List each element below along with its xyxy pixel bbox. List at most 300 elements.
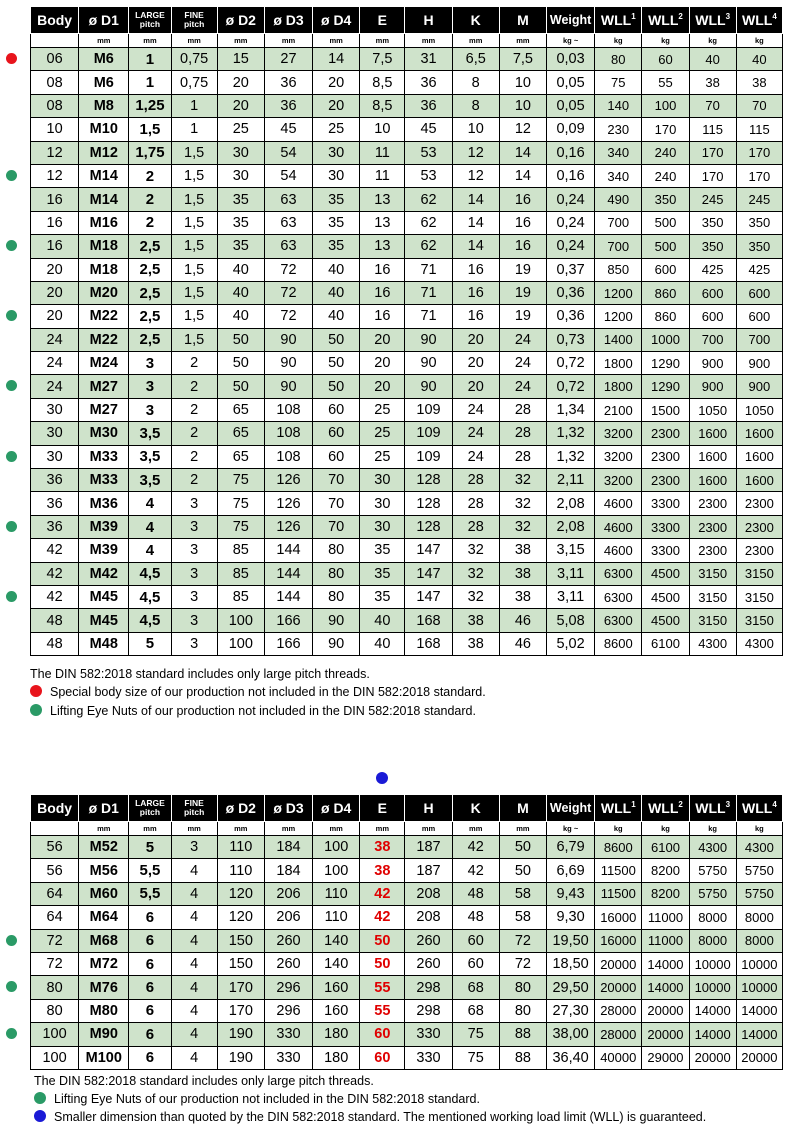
green-dot-icon [6, 935, 17, 946]
green-dot-icon [6, 981, 17, 992]
table-cell: 100 [217, 632, 264, 655]
table-cell: 2300 [642, 469, 689, 492]
table-cell: 168 [405, 632, 452, 655]
table-cell: M39 [79, 539, 129, 562]
table-cell: 70 [736, 94, 782, 117]
table-cell: 70 [689, 94, 736, 117]
table-row [31, 141, 783, 164]
table-cell: 120 [217, 882, 264, 905]
table-cell: 85 [217, 562, 264, 585]
table-cell: 30 [360, 515, 405, 538]
table-row [31, 836, 783, 859]
table-cell: M6 [79, 71, 129, 94]
table-cell: 3300 [642, 515, 689, 538]
table-cell: M42 [79, 562, 129, 585]
table-cell: 13 [360, 211, 405, 234]
table-cell: 20 [313, 94, 360, 117]
table-cell: M22 [79, 328, 129, 351]
table-row [31, 375, 783, 398]
table-cell: 500 [642, 235, 689, 258]
table-cell: 2 [171, 445, 217, 468]
table-cell: 54 [264, 164, 312, 187]
table-cell: 10000 [689, 976, 736, 999]
table-cell: 4500 [642, 585, 689, 608]
table-cell: 700 [595, 235, 642, 258]
table-cell: 35 [217, 188, 264, 211]
table-cell: 35 [217, 211, 264, 234]
table-body [31, 48, 783, 656]
table-cell: 50 [313, 328, 360, 351]
unit-cell: mm [217, 34, 264, 48]
table-row [31, 469, 783, 492]
table-cell: 600 [689, 305, 736, 328]
unit-cell: mm [499, 34, 546, 48]
table-cell: 16 [31, 235, 79, 258]
table-row [31, 632, 783, 655]
table-cell: 108 [264, 398, 312, 421]
table-cell: 16 [452, 258, 499, 281]
table-cell: 600 [642, 258, 689, 281]
table-cell: 110 [313, 906, 360, 929]
table-cell: 100 [31, 1023, 79, 1046]
unit-cell: mm [264, 822, 312, 836]
table-cell: 3300 [642, 492, 689, 515]
units-row [31, 34, 783, 48]
red-dot-icon [30, 685, 42, 697]
table-cell: 187 [405, 859, 452, 882]
header-d2: ø D2 [217, 795, 264, 822]
table-cell: 16 [31, 211, 79, 234]
table-cell: 30 [360, 469, 405, 492]
header-d4: ø D4 [313, 795, 360, 822]
header-d1: ø D1 [79, 795, 129, 822]
table-cell: 42 [31, 585, 79, 608]
table-cell: 72 [31, 929, 79, 952]
table-cell: 0,16 [547, 141, 595, 164]
table-cell: 38 [360, 836, 405, 859]
table-cell: 4300 [736, 836, 782, 859]
unit-cell: mm [405, 822, 452, 836]
table-cell: 40 [360, 632, 405, 655]
table-cell: 128 [405, 469, 452, 492]
table-cell: 8,5 [360, 94, 405, 117]
table-cell: 4 [171, 859, 217, 882]
table-cell: 14000 [689, 1023, 736, 1046]
table-cell: 31 [405, 48, 452, 71]
table-cell: M56 [79, 859, 129, 882]
table-cell: 900 [689, 375, 736, 398]
table-cell: M30 [79, 422, 129, 445]
table-cell: 1600 [736, 445, 782, 468]
table-cell: 58 [499, 882, 546, 905]
table-cell: 240 [642, 164, 689, 187]
table-cell: 30 [217, 141, 264, 164]
table-cell: 16 [452, 281, 499, 304]
table-cell: 60 [313, 445, 360, 468]
table-cell: 25 [360, 398, 405, 421]
table-cell: 110 [217, 859, 264, 882]
table-cell: 206 [264, 882, 312, 905]
table-cell: 55 [360, 999, 405, 1022]
table-cell: 29000 [642, 1046, 689, 1069]
table-cell: 8000 [689, 906, 736, 929]
table-cell: 1200 [595, 305, 642, 328]
unit-cell: mm [360, 822, 405, 836]
table-cell: 2 [171, 375, 217, 398]
table-cell: 160 [313, 976, 360, 999]
table-cell: 08 [31, 94, 79, 117]
table-cell: 71 [405, 258, 452, 281]
table-cell: 50 [499, 836, 546, 859]
table-cell: 28 [499, 445, 546, 468]
table-cell: 42 [31, 562, 79, 585]
table-cell: 14000 [736, 999, 782, 1022]
table-cell: 16 [452, 305, 499, 328]
table-cell: 24 [499, 352, 546, 375]
table-cell: 25 [360, 445, 405, 468]
table-cell: 3 [171, 632, 217, 655]
table-cell: 18,50 [547, 952, 595, 975]
table-cell: M22 [79, 305, 129, 328]
table-cell: 4 [171, 906, 217, 929]
unit-cell: mm [79, 34, 129, 48]
table-cell: 16 [360, 305, 405, 328]
table-cell: 38 [452, 632, 499, 655]
table-cell: 0,37 [547, 258, 595, 281]
green-dot-icon [6, 310, 17, 321]
table-cell: 6 [129, 1023, 171, 1046]
table-cell: 20000 [642, 1023, 689, 1046]
table-cell: M39 [79, 515, 129, 538]
table-cell: 6 [129, 1046, 171, 1069]
green-dot-icon [6, 591, 17, 602]
table-cell: 38 [499, 585, 546, 608]
table-cell: 36 [405, 94, 452, 117]
table-cell: 6300 [595, 562, 642, 585]
table-cell: 80 [499, 999, 546, 1022]
table-cell: 30 [313, 141, 360, 164]
table-cell: 27 [264, 48, 312, 71]
unit-cell: kg [595, 822, 642, 836]
table-row [31, 585, 783, 608]
table-cell: 48 [31, 609, 79, 632]
header-wll3: WLL$^3$ [689, 7, 736, 34]
green-dot-icon [6, 240, 17, 251]
table-cell: 0,75 [171, 48, 217, 71]
table-row [31, 118, 783, 141]
table-cell: 5,02 [547, 632, 595, 655]
unit-cell: mm [452, 822, 499, 836]
table-cell: 2 [129, 164, 171, 187]
table-cell: 2,11 [547, 469, 595, 492]
table-cell: 2300 [736, 539, 782, 562]
table-cell: 330 [264, 1046, 312, 1069]
table-cell: 2300 [642, 422, 689, 445]
table-cell: 2300 [736, 492, 782, 515]
header-k: K [452, 7, 499, 34]
table-cell: 170 [642, 118, 689, 141]
table-cell: 298 [405, 976, 452, 999]
table-cell: 80 [595, 48, 642, 71]
table-cell: 1,5 [171, 305, 217, 328]
table-cell: 3 [171, 492, 217, 515]
table-cell: 150 [217, 952, 264, 975]
unit-cell: mm [360, 34, 405, 48]
table-cell: 4 [171, 929, 217, 952]
table-cell: 170 [689, 141, 736, 164]
table-cell: 6300 [595, 585, 642, 608]
table-cell: 0,36 [547, 281, 595, 304]
table-cell: 4 [171, 976, 217, 999]
table-cell: 40 [313, 305, 360, 328]
table-cell: 62 [405, 211, 452, 234]
table-cell: 24 [499, 328, 546, 351]
unit-cell: mm [405, 34, 452, 48]
table-cell: 147 [405, 562, 452, 585]
table-cell: 75 [217, 515, 264, 538]
unit-cell: kg [642, 34, 689, 48]
header-d2: ø D2 [217, 7, 264, 34]
table-cell: 1 [129, 71, 171, 94]
table-cell: 42 [360, 906, 405, 929]
table-cell: 350 [736, 235, 782, 258]
table-row [31, 352, 783, 375]
table-cell: 62 [405, 235, 452, 258]
table-cell: 14000 [642, 976, 689, 999]
table-cell: 50 [217, 328, 264, 351]
table-cell: 20 [31, 305, 79, 328]
table-cell: 3200 [595, 422, 642, 445]
table-cell: 13 [360, 188, 405, 211]
table-cell: 4600 [595, 539, 642, 562]
header-large-pitch: LARGE pitch [129, 795, 171, 822]
table-cell: 9,43 [547, 882, 595, 905]
table-cell: 46 [499, 632, 546, 655]
table-cell: 109 [405, 422, 452, 445]
table-cell: 28 [452, 492, 499, 515]
table-cell: 1,5 [171, 164, 217, 187]
table-cell: M90 [79, 1023, 129, 1046]
table-cell: 2300 [689, 515, 736, 538]
table-row [31, 859, 783, 882]
table-cell: 1,75 [129, 141, 171, 164]
table-cell: 20 [217, 94, 264, 117]
table-cell: 8 [452, 71, 499, 94]
table-cell: M52 [79, 836, 129, 859]
table-cell: 2 [129, 211, 171, 234]
table-cell: 187 [405, 836, 452, 859]
table-cell: 190 [217, 1046, 264, 1069]
table-cell: 425 [689, 258, 736, 281]
table-cell: 6 [129, 929, 171, 952]
table-cell: 30 [31, 422, 79, 445]
unit-cell: mm [129, 822, 171, 836]
table-cell: 24 [452, 445, 499, 468]
table-cell: 16 [360, 281, 405, 304]
table-cell: 1,5 [171, 188, 217, 211]
table-cell: 35 [360, 585, 405, 608]
table-cell: 38 [360, 859, 405, 882]
table-cell: 20 [452, 352, 499, 375]
table-cell: 2300 [689, 539, 736, 562]
table-cell: 0,36 [547, 305, 595, 328]
unit-cell: kg ~ [547, 822, 595, 836]
table-cell: 8600 [595, 632, 642, 655]
table-cell: 36,40 [547, 1046, 595, 1069]
table-cell: 48 [31, 632, 79, 655]
table-cell: 80 [313, 562, 360, 585]
green-dot-icon [6, 521, 17, 532]
table-cell: 4 [171, 999, 217, 1022]
table-cell: 166 [264, 609, 312, 632]
table-cell: 75 [217, 469, 264, 492]
table-cell: 11000 [642, 929, 689, 952]
lifting-eye-nut-table-1 [30, 6, 783, 656]
table-cell: 63 [264, 235, 312, 258]
table-cell: 3150 [689, 562, 736, 585]
table-cell: 3 [129, 375, 171, 398]
lifting-eye-nut-table-2 [30, 794, 783, 1070]
table-row [31, 71, 783, 94]
header-fine-pitch: FINE pitch [171, 7, 217, 34]
table-row [31, 952, 783, 975]
table-cell: 850 [595, 258, 642, 281]
header-k: K [452, 795, 499, 822]
note-green-legend-1: Lifting Eye Nuts of our production not included in the DIN 582:2018 standard. [30, 702, 476, 720]
table-cell: 48 [452, 906, 499, 929]
table-cell: 50 [360, 952, 405, 975]
table-cell: 170 [736, 141, 782, 164]
green-dot-icon [30, 704, 42, 716]
table-cell: 1,5 [171, 281, 217, 304]
table-cell: 350 [689, 235, 736, 258]
table-cell: 35 [313, 235, 360, 258]
table-cell: 1290 [642, 375, 689, 398]
table-cell: 72 [499, 952, 546, 975]
table-cell: 170 [736, 164, 782, 187]
table-cell: M16 [79, 211, 129, 234]
table-cell: 108 [264, 422, 312, 445]
unit-cell: kg [736, 822, 782, 836]
table-row [31, 445, 783, 468]
table-cell: 144 [264, 539, 312, 562]
table-cell: 32 [499, 469, 546, 492]
table-cell: 32 [499, 515, 546, 538]
table-cell: 0,05 [547, 71, 595, 94]
table-cell: 350 [642, 188, 689, 211]
table-cell: 19 [499, 281, 546, 304]
table-cell: 700 [689, 328, 736, 351]
table-cell: 64 [31, 882, 79, 905]
blue-dot-icon [34, 1110, 46, 1122]
table-row [31, 609, 783, 632]
table-cell: 6,5 [452, 48, 499, 71]
table-cell: 75 [595, 71, 642, 94]
table-cell: 147 [405, 539, 452, 562]
table-cell: 54 [264, 141, 312, 164]
table-cell: 6,69 [547, 859, 595, 882]
table-cell: 12 [452, 164, 499, 187]
table-cell: 14000 [736, 1023, 782, 1046]
table-cell: 260 [405, 952, 452, 975]
table-cell: 2,5 [129, 235, 171, 258]
table-row [31, 1046, 783, 1069]
table-cell: 10000 [736, 952, 782, 975]
table-cell: 5,5 [129, 859, 171, 882]
header-h: H [405, 795, 452, 822]
table-cell: M27 [79, 375, 129, 398]
table-cell: 36 [264, 94, 312, 117]
table-cell: 600 [689, 281, 736, 304]
table-cell: 1,5 [171, 235, 217, 258]
table-cell: 60 [452, 929, 499, 952]
table-cell: 10 [452, 118, 499, 141]
table-cell: 10 [360, 118, 405, 141]
table-cell: 11000 [642, 906, 689, 929]
table-cell: 50 [499, 859, 546, 882]
green-dot-icon [6, 451, 17, 462]
table-cell: 110 [313, 882, 360, 905]
table-cell: 55 [360, 976, 405, 999]
table-cell: 4 [129, 492, 171, 515]
table-cell: 296 [264, 976, 312, 999]
unit-cell: mm [129, 34, 171, 48]
table-cell: 28000 [595, 1023, 642, 1046]
table-row [31, 539, 783, 562]
table-cell: 11500 [595, 882, 642, 905]
table-cell: 3 [171, 562, 217, 585]
note-green-legend-2: Lifting Eye Nuts of our production not included in the DIN 582:2018 standard. [34, 1090, 480, 1108]
table-cell: 65 [217, 422, 264, 445]
table-cell: 4 [171, 882, 217, 905]
table-cell: 330 [264, 1023, 312, 1046]
table-cell: 08 [31, 71, 79, 94]
unit-cell: mm [217, 822, 264, 836]
table-cell: 75 [452, 1023, 499, 1046]
table-cell: 42 [31, 539, 79, 562]
table-cell: 70 [313, 469, 360, 492]
table-cell: 90 [313, 632, 360, 655]
table-cell: 1 [171, 94, 217, 117]
units-row [31, 822, 783, 836]
table-cell: 1,5 [171, 328, 217, 351]
green-dot-icon [6, 1028, 17, 1039]
table-cell: 6 [129, 976, 171, 999]
table-cell: 1050 [736, 398, 782, 421]
table-cell: 1600 [736, 469, 782, 492]
header-d4: ø D4 [313, 7, 360, 34]
table-row [31, 422, 783, 445]
table-cell: 25 [360, 422, 405, 445]
table-cell: 88 [499, 1046, 546, 1069]
header-wll1: WLL$^1$ [595, 795, 642, 822]
table-cell: M33 [79, 469, 129, 492]
header-h: H [405, 7, 452, 34]
table-cell: 24 [452, 398, 499, 421]
table-cell: 5750 [689, 859, 736, 882]
table-cell: 3,5 [129, 469, 171, 492]
unit-cell: mm [171, 822, 217, 836]
header-wll3: WLL$^3$ [689, 795, 736, 822]
table-cell: 8,5 [360, 71, 405, 94]
table-cell: 2 [171, 469, 217, 492]
table-cell: 1,34 [547, 398, 595, 421]
table-cell: 32 [499, 492, 546, 515]
table-cell: M36 [79, 492, 129, 515]
table-cell: 40 [217, 305, 264, 328]
table-cell: M14 [79, 164, 129, 187]
table-cell: 20 [31, 281, 79, 304]
